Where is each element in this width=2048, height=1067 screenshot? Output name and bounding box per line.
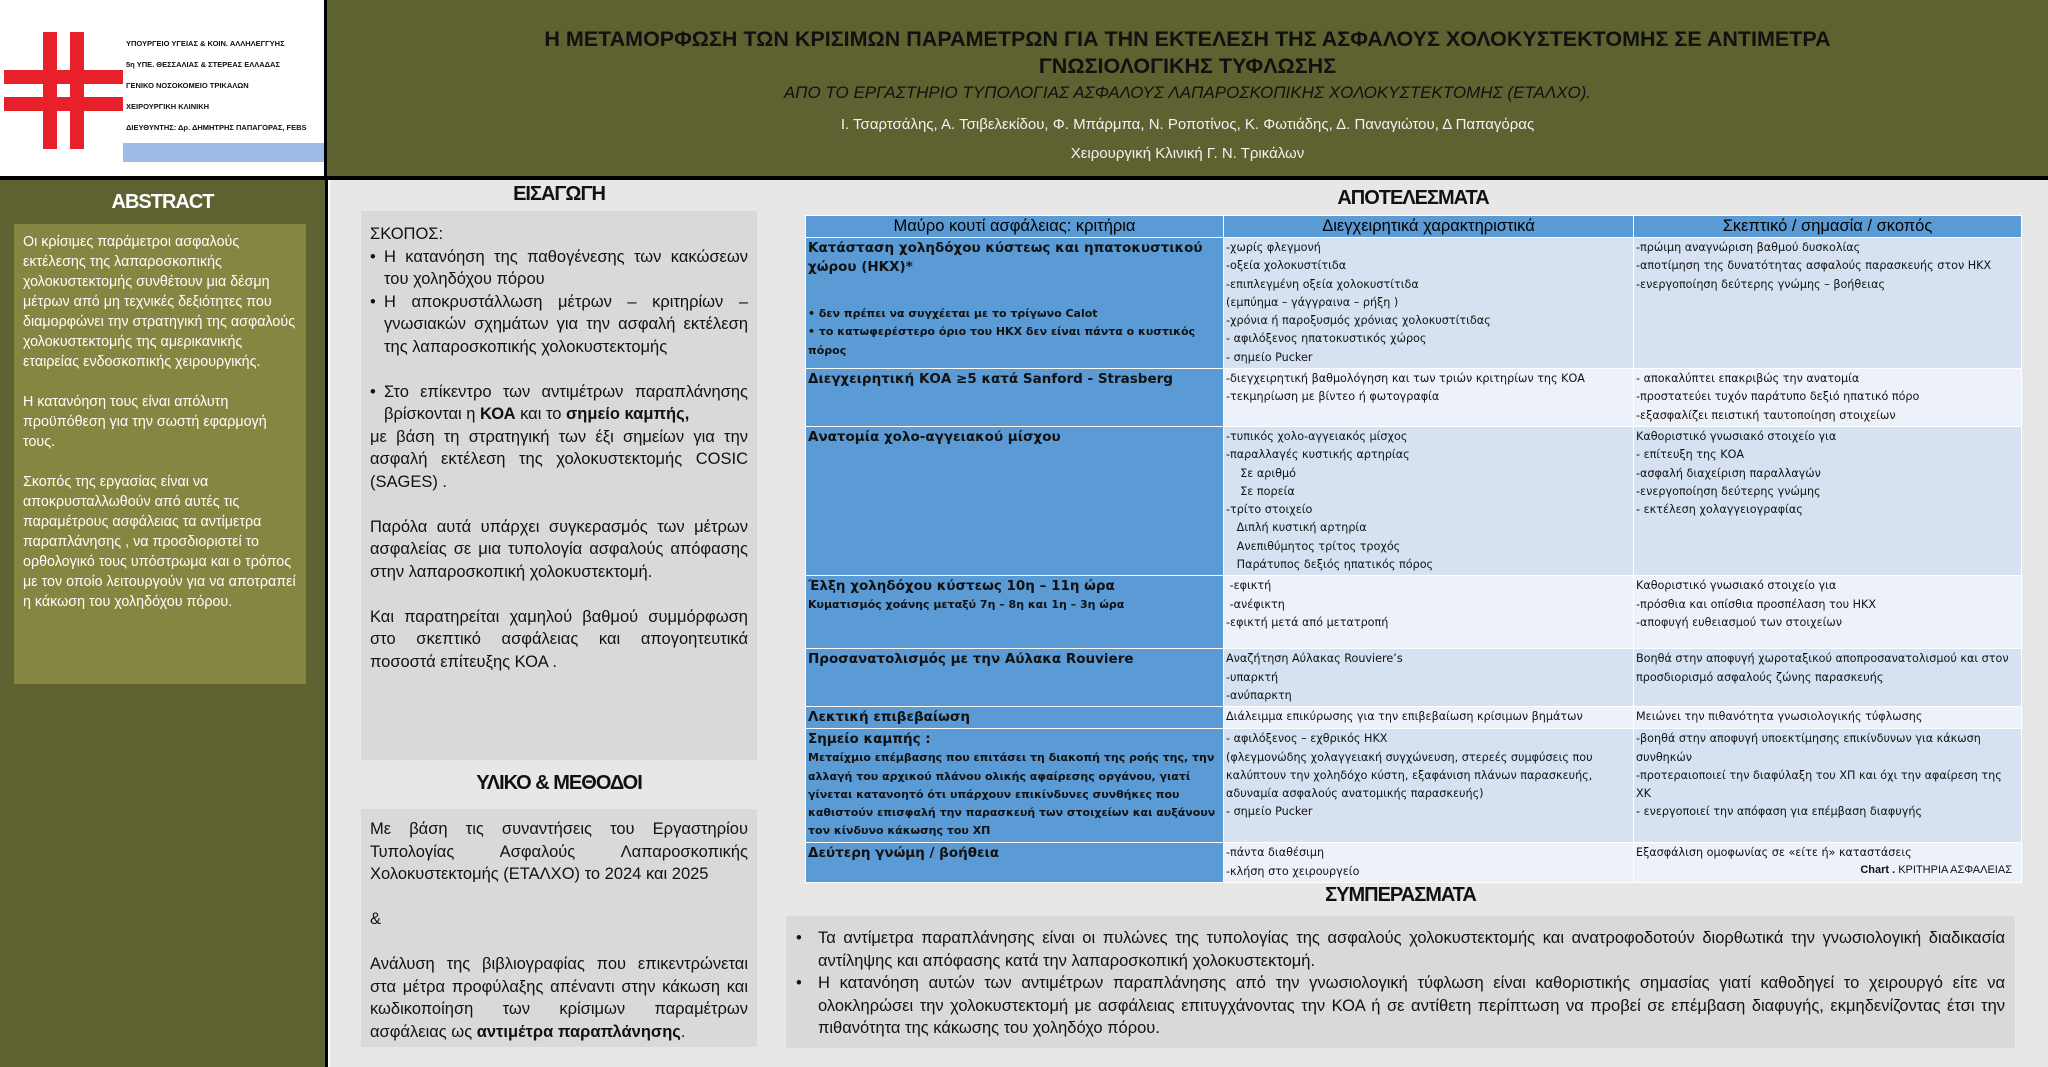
authors: Ι. Τσαρτσάλης, Α. Τσιβελεκίδου, Φ. Μπάρμπα, Ν. Ροποτίνος, Κ. Φωτιάδης, Δ. Παναγιώτου, Δ Παπαγόρας — [840, 116, 1535, 133]
cell-line: (φλεγμονώδης χολαγγειακή συγχώνευση, στερεές συμφύσεις που καλύπτουν την χοληδόχο κύστη, εξαφάνιση πλάνων παρασκευής, αδυναμία ασφαλούς ανατομικής παρασκευής) — [1226, 750, 1597, 801]
table-caption: Chart . ΚΡΙΤΗΡΙΑ ΑΣΦΑΛΕΙΑΣ — [1860, 864, 2012, 876]
intro-paragraph: με βάση τη στρατηγική των έξι σημείων για την ασφαλή εκτέλεση της χολοκυστεκτομής COSIC (SAGES) . — [370, 427, 748, 491]
table-row — [806, 707, 2022, 729]
cell-line: -προτεραιοποιεί την διαφύλαξη του ΧΠ και όχι την αφαίρεση της ΧΚ — [1636, 768, 2006, 801]
cell-line: (εμπύημα – γάγγραινα – ρήξη ) — [1226, 295, 1399, 309]
cell-line: -πάντα διαθέσιμη — [1226, 846, 1325, 860]
table-row — [806, 576, 2022, 649]
cell-line: -τεκμηρίωση με βίντεο ή φωτογραφία — [1226, 390, 1440, 404]
rationale-cell — [1634, 707, 2022, 729]
cell-line: -ανύπαρκτη — [1226, 688, 1292, 702]
cell-line: - σημείο Pucker — [1226, 805, 1313, 819]
criterion-title: Σημείο καμπής : — [808, 731, 931, 748]
cell-line: -παραλλαγές κυστικής αρτηρίας — [1226, 448, 1410, 462]
cell-line: Παράτυπος δεξιός ηπατικός πόρος — [1226, 558, 1434, 572]
table-row — [806, 649, 2022, 707]
logo-accent-bar — [123, 143, 324, 162]
cell-line: -πρώιμη αναγνώριση βαθμού δυσκολίας — [1636, 241, 1861, 254]
cell-line: Καθοριστικό γνωσιακό στοιχείο για — [1636, 429, 1837, 443]
cell-line: Ανεπιθύμητος τρίτος τροχός — [1226, 539, 1401, 553]
column-header: Σκεπτικό / σημασία / σκοπός — [1634, 216, 2022, 238]
cell-line: -αποφυγή ευθειασμού των στοιχείων — [1636, 615, 1843, 629]
methods-box — [361, 809, 757, 1047]
cell-line: - ενεργοποιεί την απόφαση για επέμβαση διαφυγής — [1636, 805, 1923, 819]
criterion-note: • το κατωφερέστερο όριο του ΗΚΧ δεν είναι πάντα ο κυστικός πόρος — [808, 325, 1196, 357]
cell-line: - αφιλόξενος – εχθρικός ΗΚΧ — [1226, 732, 1388, 746]
cell-line: -επιπλεγμένη οξεία χολοκυστίτιδα — [1226, 277, 1419, 291]
table-row — [806, 369, 2022, 427]
cell-line: -βοηθά στην αποφυγή υποεκτίμησης επικίνδυνων για κάκωση συνθηκών — [1636, 732, 1985, 764]
intro-paragraph: Και παρατηρείται χαμηλού βαθμού συμμόρφωση στο σκεπτικό ασφάλειας και απογοητευτικά ποσοστά επίτευξης ΚΟΑ . — [370, 607, 748, 671]
cell-line: - επίτευξη της ΚΟΑ — [1636, 448, 1745, 462]
criterion-cell — [806, 238, 1224, 369]
cell-line: -ενεργοποίηση δεύτερης γνώμης – βοήθειας — [1636, 277, 1886, 291]
intro-box — [361, 211, 757, 760]
list-item: • Η κατανόηση της παθογένεσης των κακώσεων του χοληδόχου πόρου — [370, 247, 748, 288]
rationale-cell — [1634, 576, 2022, 649]
table-row — [806, 729, 2022, 843]
table-row — [806, 843, 2022, 883]
list-item: • Η αποκρυστάλλωση μέτρων – κριτηρίων – γνωσιακών σχημάτων για την ασφαλή εκτέλεση της λαπαροσκοπικής χολοκυστεκτομής — [370, 292, 748, 356]
criterion-cell — [806, 576, 1224, 649]
features-cell — [1224, 707, 1634, 729]
rationale-cell — [1634, 426, 2022, 575]
table-row — [806, 238, 2022, 369]
cell-line: - εκτέλεση χολαγγειογραφίας — [1636, 503, 1803, 517]
cell-line: -πρόσθια και οπίσθια προσπέλαση του ΗΚΧ — [1636, 597, 1877, 611]
criterion-note: Μεταίχμιο επέμβασης που επιτάσει τη διακοπή της ροής της, την αλλαγή του αρχικού πλάνου ολικής αφαίρεσης οργάνου, γιατί γίνεται κατανοητό ότι υπάρχουν επικίνδυνες συνθήκες που καθιστούν επισφαλή την παρασκευή των στοιχείων και αυξάνουν τον κίνδυνο κάκωσης του ΧΠ — [808, 751, 1216, 838]
cell-line: -ανέφικτη — [1226, 597, 1285, 611]
methods-heading: ΥΛΙΚΟ & ΜΕΘΟΔΟΙ — [476, 772, 642, 794]
cell-line: Μειώνει την πιθανότητα γνωσιολογικής τύφλωσης — [1636, 710, 1923, 724]
features-cell — [1224, 729, 1634, 843]
abstract-heading: ABSTRACT — [111, 191, 214, 213]
features-cell — [1224, 369, 1634, 427]
results-heading: ΑΠΟΤΕΛΕΣΜΑΤΑ — [1337, 187, 1489, 209]
abstract-paragraph: Οι κρίσιμες παράμετροι ασφαλούς εκτέλεσης της λαπαροσκοπικής χολοκυστεκτομής συνθέτουν μια δέσμη μέτρων από μη τεχνικές δεξιότητες που διαμορφώνει την στρατηγική της ασφαλούς χολοκυστεκτομής της αμερικανικής εταιρείας ενδοσκοπικής χειρουργικής. — [23, 234, 296, 370]
cell-line: -χωρίς φλεγμονή — [1226, 241, 1321, 254]
cell-line: -διεγχειρητική βαθμολόγηση και των τριών κριτηρίων της ΚΟΑ — [1226, 372, 1585, 386]
table-header-row — [806, 216, 2022, 238]
methods-paragraph: Ανάλυση της βιβλιογραφίας που επικεντρώνεται στα μέτρα προφύλαξης απέναντι στην κάκωση και κωδικοποίηση των κρίσιμων παραμέτρων ασφάλειας ως αντιμέτρα παραπλάνησης. — [370, 955, 748, 1041]
rationale-cell — [1634, 369, 2022, 427]
cell-line: -ασφαλή διαχείριση παραλλαγών — [1636, 466, 1821, 480]
aim-label: ΣΚΟΠΟΣ: — [370, 225, 444, 243]
results-table — [805, 215, 2022, 883]
criterion-title: Ανατομία χολο-αγγειακού μίσχου — [808, 428, 1061, 445]
criterion-title: Έλξη χοληδόχου κύστεως 10η – 11η ώρα — [808, 578, 1115, 595]
column-header: Μαύρο κουτί ασφάλειας: κριτήρια — [806, 216, 1224, 238]
features-cell — [1224, 843, 1634, 883]
features-cell — [1224, 576, 1634, 649]
cell-line: Διάλειμμα επικύρωσης για την επιβεβαίωση κρίσιμων βημάτων — [1226, 710, 1583, 724]
abstract-box — [14, 224, 306, 684]
criterion-title: Προσανατολισμός με την Αύλακα Rouviere — [808, 651, 1134, 668]
cell-line: -εφικτή — [1226, 579, 1272, 593]
cell-line: - σημείο Pucker — [1226, 350, 1313, 364]
abstract-paragraph: Σκοπός της εργασίας είναι να αποκρυσταλλωθούν από αυτές τις παραμέτρους ασφάλειας τα αντίμετρα παραπλάνησης , να προσδιοριστεί το ορθολογικό τους υπόστρωμα και ο τρόπος με τον οποίο λειτουργούν για να αποτραπεί η κάκωση του χοληδόχου πόρου. — [23, 474, 296, 610]
cell-line: - αποκαλύπτει επακριβώς την ανατομία — [1636, 372, 1860, 386]
cell-line: Εξασφάλιση ομοφωνίας σε «είτε ή» καταστάσεις — [1636, 846, 1912, 860]
intro-paragraph: Παρόλα αυτά υπάρχει συγκερασμός των μέτρων ασφαλείας σε μια τυπολογία ασφαλούς απόφασης στην λαπαροσκοπική χολοκυστεκτομή. — [370, 517, 748, 581]
cell-line: Σε αριθμό — [1226, 466, 1296, 480]
title-banner — [327, 0, 2048, 176]
criterion-cell — [806, 707, 1224, 729]
hospital-line: ΧΕΙΡΟΥΡΓΙΚΗ ΚΛΙΝΙΚΗ — [126, 102, 210, 111]
list-item: • Στο επίκεντρο των αντιμέτρων παραπλάνησης βρίσκονται η ΚΟΑ και το σημείο καμπής, — [370, 382, 748, 423]
abstract-paragraph: Η κατανόηση τους είναι απόλυτη προϋπόθεση για την σωστή εφαρμογή τους. — [23, 394, 267, 450]
cell-line: -υπαρκτή — [1226, 670, 1279, 684]
cell-line: -εφικτή μετά από μετατροπή — [1226, 615, 1389, 629]
hospital-info — [126, 38, 326, 143]
poster-title: Η ΜΕΤΑΜΟΡΦΩΣΗ ΤΩΝ ΚΡΙΣΙΜΩΝ ΠΑΡΑΜΕΤΡΩΝ ΓΙΑ ΤΗΝ ΕΚΤΕΛΕΣΗ ΤΗΣ ΑΣΦΑΛΟΥΣ ΧΟΛΟΚΥΣΤΕΚΤΟΜΗΣ ΣΕ ΑΝΤΙΜΕΤΡΑ ΓΝΩΣΙΟΛΟΓΙΚΗΣ ΤΥΦΛΩΣΗΣ — [544, 27, 1831, 78]
hospital-line: ΔΙΕΥΘΥΝΤΗΣ: Δρ. ΔΗΜΗΤΡΗΣ ΠΑΠΑΓΟΡΑΣ, FEBS — [126, 123, 307, 132]
rationale-cell — [1634, 729, 2022, 843]
list-item: • Η κατανόηση αυτών των αντιμέτρων παραπλάνησης από την γνωσιολογική τύφλωση είναι καθοριστικής σημασίας γιατί καθοδηγεί το χειρουργό είτε να ολοκληρώσει την χολοκυστεκτομή με ασφάλειας επιτυγχάνοντας την ΚΟΑ ή σε αντίθετη περίπτωση να προβεί σε επέμβαση διαφυγής, εκμηδενίζοντας έτσι την πιθανότητα της κάκωσης του χοληδόχο πόρου. — [796, 974, 2005, 1037]
cell-line: -αποτίμηση της δυνατότητας ασφαλούς παρασκευής στον ΗΚΧ — [1636, 259, 1992, 273]
hospital-line: ΥΠΟΥΡΓΕΙΟ ΥΓΕΙΑΣ & ΚΟΙΝ. ΑΛΛΗΛΕΓΓΥΗΣ — [126, 39, 285, 48]
criterion-cell — [806, 843, 1224, 883]
cell-line: -προστατεύει τυχόν παράτυπο δεξιό ηπατικό πόρο — [1636, 390, 1920, 404]
cell-line: - αφιλόξενος ηπατοκυστικός χώρος — [1226, 332, 1427, 346]
cell-line: -κλήση στο χειρουργείο — [1226, 864, 1360, 878]
rationale-cell — [1634, 649, 2022, 707]
abstract-column — [0, 180, 325, 1067]
rationale-cell — [1634, 843, 2022, 883]
criterion-title: Διεγχειρητική ΚΟΑ ≥5 κατά Sanford - Strasberg — [808, 371, 1173, 388]
criterion-title: Κατάσταση χοληδόχου κύστεως και ηπατοκυστικού χώρου (ΗΚΧ)* — [808, 240, 1203, 275]
column-header: Διεγχειρητικά χαρακτηριστικά — [1224, 216, 1634, 238]
criterion-cell — [806, 369, 1224, 427]
criterion-cell — [806, 649, 1224, 707]
cell-line: -τυπικός χολο-αγγειακός μίσχος — [1226, 429, 1408, 443]
intro-heading: ΕΙΣΑΓΩΓΗ — [513, 183, 605, 205]
criterion-title: Δεύτερη γνώμη / βοήθεια — [808, 845, 1000, 862]
cell-line: Αναζήτηση Αύλακας Rouviere’s — [1226, 652, 1403, 666]
hospital-logo-panel — [0, 0, 324, 176]
cell-line: -χρόνια ή παροξυσμός χρόνιας χολοκυστίτιδας — [1226, 314, 1491, 328]
institution: Χειρουργική Κλινική Γ. Ν. Τρικάλων — [1070, 145, 1305, 162]
hospital-line: 5η ΥΠΕ. ΘΕΣΣΑΛΙΑΣ & ΣΤΕΡΕΑΣ ΕΛΛΑΔΑΣ — [126, 60, 280, 69]
features-cell — [1224, 238, 1634, 369]
table-row — [806, 426, 2022, 575]
conclusions-heading: ΣΥΜΠΕΡΑΣΜΑΤΑ — [1325, 884, 1476, 906]
cell-line: -οξεία χολοκυστίτιδα — [1226, 259, 1347, 273]
features-cell — [1224, 426, 1634, 575]
poster-subtitle: ΑΠΟ ΤΟ ΕΡΓΑΣΤΗΡΙΟ ΤΥΠΟΛΟΓΙΑΣ ΑΣΦΑΛΟΥΣ ΛΑΠΑΡΟΣΚΟΠΙΚΗΣ ΧΟΛΟΚΥΣΤΕΚΤΟΜΗΣ (ΕΤΑΛΧΟ). — [783, 83, 1592, 102]
cell-line: -ενεργοποίηση δεύτερης γνώμης — [1636, 484, 1821, 498]
conclusions-box — [786, 916, 2015, 1048]
criterion-cell — [806, 426, 1224, 575]
list-item: • Τα αντίμετρα παραπλάνησης είναι οι πυλώνες της τυπολογίας της ασφαλούς χολοκυστεκτομής και ανατροφοδοτούν διορθωτικά την γνωσιολογική διαδικασία αντίληψης και απόφασης κατά την λαπαροσκοπική χολοκυστεκτομή. — [796, 929, 2005, 970]
hospital-line: ΓΕΝΙΚΟ ΝΟΣΟΚΟΜΕΙΟ ΤΡΙΚΑΛΩΝ — [126, 81, 249, 90]
cell-line: Διπλή κυστική αρτηρία — [1226, 521, 1367, 535]
criterion-cell — [806, 729, 1224, 843]
criterion-title: Λεκτική επιβεβαίωση — [808, 709, 971, 726]
cell-line: -εξασφαλίζει πειστική ταυτοποίηση στοιχείων — [1636, 408, 1896, 422]
cell-line: Καθοριστικό γνωσιακό στοιχείο για — [1636, 579, 1837, 593]
cell-line: Βοηθά στην αποφυγή χωροταξικού αποπροσανατολισμού και στον προσδιορισμό ασφαλούς ζώνης παρασκευής — [1636, 652, 2013, 684]
rationale-cell — [1634, 238, 2022, 369]
methods-ampersand: & — [370, 910, 382, 928]
methods-paragraph: Με βάση τις συναντήσεις του Εργαστηρίου Τυπολογίας Ασφαλούς Λαπαροσκοπικής Χολοκυστεκτομής (ΕΤΑΛΧΟ) το 2024 και 2025 — [370, 820, 748, 883]
cell-line: -τρίτο στοιχείο — [1226, 503, 1313, 517]
features-cell — [1224, 649, 1634, 707]
cell-line: Σε πορεία — [1226, 484, 1295, 498]
criterion-note: • δεν πρέπει να συγχέεται με το τρίγωνο Calot — [808, 307, 1098, 320]
criterion-note: Κυματισμός χοάνης μεταξύ 7η – 8η και 1η – 3η ώρα — [808, 598, 1125, 612]
